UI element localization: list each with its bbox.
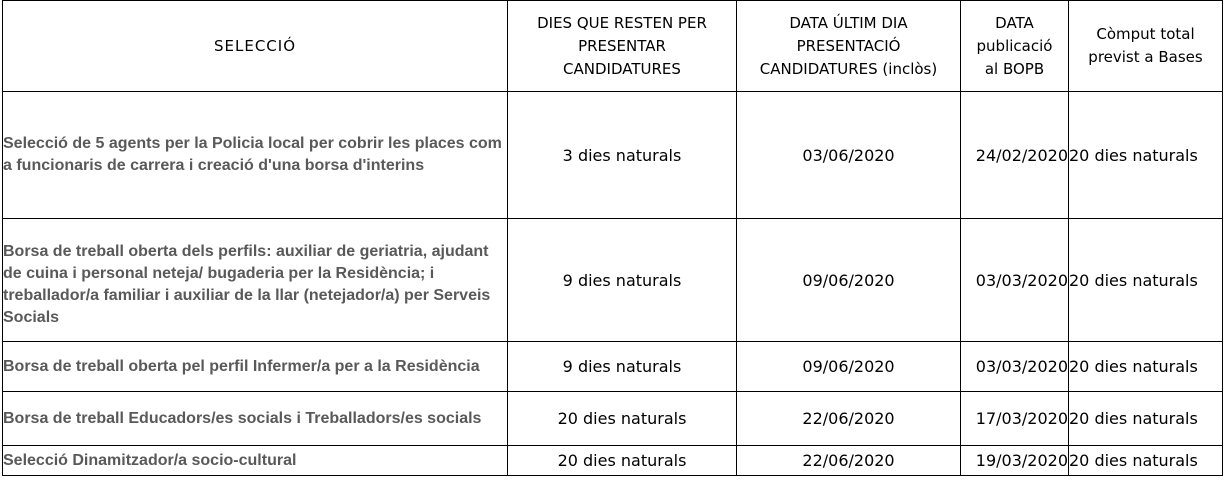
table-row: [3, 92, 1223, 219]
row-comput-total: 20 dies naturals: [1069, 392, 1223, 446]
header-row: [3, 1, 1223, 92]
row-data-publicacio: 03/03/2020: [961, 219, 1069, 342]
table-row: [3, 342, 1223, 392]
table-row: [3, 219, 1223, 342]
header-data-ultim-dia: DATA ÚLTIM DIA PRESENTACIÓ CANDIDATURES (inclòs): [737, 1, 961, 92]
row-comput-total: 20 dies naturals: [1069, 446, 1223, 476]
header-seleccio: SELECCIÓ: [3, 1, 508, 92]
row-data-publicacio: 03/03/2020: [961, 342, 1069, 392]
row-data-publicacio: 17/03/2020: [961, 392, 1069, 446]
row-data-publicacio: 24/02/2020: [961, 92, 1069, 219]
header-comput-total: Còmput total previst a Bases: [1069, 1, 1223, 92]
row-data-ultim-dia: 09/06/2020: [737, 219, 961, 342]
row-dies-que-resten: 9 dies naturals: [508, 219, 737, 342]
row-comput-total: 20 dies naturals: [1069, 219, 1223, 342]
row-data-ultim-dia: 22/06/2020: [737, 446, 961, 476]
row-data-ultim-dia: 09/06/2020: [737, 342, 961, 392]
selections-table: [2, 0, 1223, 476]
row-seleccio: Selecció de 5 agents per la Policia local per cobrir les places com a funcionaris de carrera i creació d'una borsa d'interins: [3, 92, 508, 219]
row-dies-que-resten: 20 dies naturals: [508, 392, 737, 446]
row-data-ultim-dia: 03/06/2020: [737, 92, 961, 219]
table-row: [3, 392, 1223, 446]
header-dies-que-resten: DIES QUE RESTEN PER PRESENTAR CANDIDATURES: [508, 1, 737, 92]
row-comput-total: 20 dies naturals: [1069, 92, 1223, 219]
row-seleccio: Borsa de treball Educadors/es socials i Treballadors/es socials: [3, 392, 508, 446]
row-data-publicacio: 19/03/2020: [961, 446, 1069, 476]
row-seleccio: Selecció Dinamitzador/a socio-cultural: [3, 446, 508, 476]
row-seleccio: Borsa de treball oberta pel perfil Infermer/a per a la Residència: [3, 342, 508, 392]
row-comput-total: 20 dies naturals: [1069, 342, 1223, 392]
row-dies-que-resten: 9 dies naturals: [508, 342, 737, 392]
table-row: [3, 446, 1223, 476]
row-dies-que-resten: 20 dies naturals: [508, 446, 737, 476]
row-dies-que-resten: 3 dies naturals: [508, 92, 737, 219]
row-data-ultim-dia: 22/06/2020: [737, 392, 961, 446]
header-data-publicacio: DATA publicació al BOPB: [961, 1, 1069, 92]
row-seleccio: Borsa de treball oberta dels perfils: auxiliar de geriatria, ajudant de cuina i personal neteja/ bugaderia per la Residència; i treballador/a familiar i auxiliar de la llar (netejador/a) per Serveis Socials: [3, 219, 508, 342]
